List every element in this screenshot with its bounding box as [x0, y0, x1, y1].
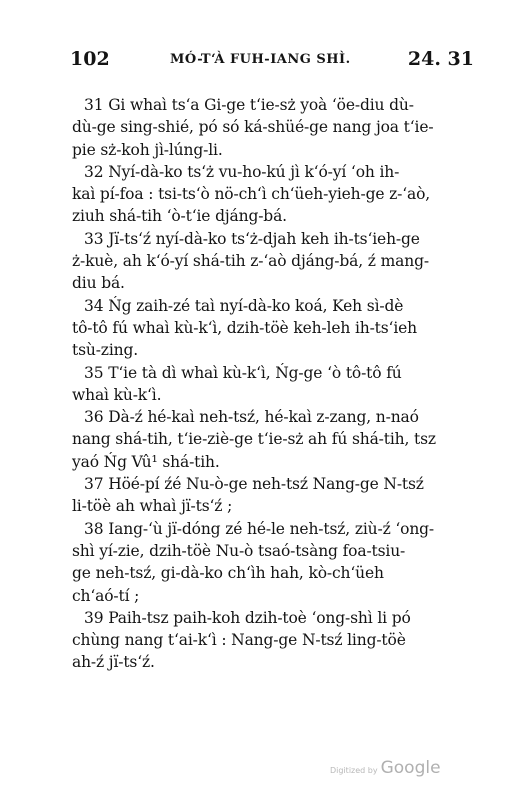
- text-line: 36 Dà-ź hé-kaì neh-tsź, hé-kaì z-zang, n-naó: [84, 408, 419, 427]
- digitized-label: Digitized by: [330, 766, 378, 775]
- text-line: 35 T‘ie tà dì whaì kù-k‘ì, Ńg-ge ‘ò tô-tô fú: [84, 363, 402, 382]
- text-line: 38 Iang-‘ù jï-dóng zé hé-le neh-tsź, ziù-ź ‘ong-: [84, 519, 435, 538]
- text-line: ge neh-tsź, gi-dà-ko ch‘ìh hah, kò-ch‘üeh: [72, 564, 384, 583]
- chapter-verse-reference: 24. 31: [407, 48, 474, 70]
- text-line: ch‘aó-tí ;: [72, 586, 140, 605]
- text-line: 31 Gi whaì ts‘a Gi-ge t‘ie-sż yoà ‘öe-diu dù-: [84, 96, 414, 114]
- text-line: dù-ge sing-shié, pó só ká-shüé-ge nang joa t‘ie-: [72, 118, 434, 137]
- text-line: ziuh shá-tih ‘ò-t‘ie djáng-bá.: [72, 207, 287, 226]
- page-number: 102: [70, 48, 110, 70]
- text-line: yaó Ńg Vû¹ shá-tih.: [72, 452, 220, 471]
- text-line: 39 Paih-tsz paih-koh dzih-toè ‘ong-shì li pó: [84, 608, 411, 627]
- text-line: pie sż-koh jì-lúng-li.: [72, 140, 223, 159]
- text-line: ż-kuè, ah k‘ó-yí shá-tih z-‘aò djáng-bá, ź mang-: [72, 252, 429, 271]
- text-line: 33 Jï-ts‘ź nyí-dà-ko ts‘ż-djah keh ih-ts‘ieh-ge: [84, 229, 420, 248]
- verse-text-block: [72, 94, 472, 674]
- text-line: diu bá.: [72, 274, 125, 293]
- text-line: kaì pí-foa : tsi-ts‘ò nö-ch‘ì ch‘üeh-yieh-ge z-‘aò,: [72, 185, 431, 204]
- google-logo-text: Google: [380, 758, 441, 778]
- text-line: nang shá-tih, t‘ie-ziè-ge t‘ie-sż ah fú shá-tih, tsz: [72, 430, 436, 449]
- page-header: [70, 48, 474, 78]
- text-line: tsù-zing.: [72, 341, 139, 360]
- text-line: li-töè ah whaì jï-ts‘ź ;: [72, 497, 233, 516]
- text-line: tô-tô fú whaì kù-k‘ì, dzih-töè keh-leh ih-ts‘ieh: [72, 318, 418, 337]
- text-line: whaì kù-k‘ì.: [72, 385, 162, 404]
- text-line: chùng nang t‘ai-k‘ì : Nang-ge N-tsź ling-töè: [72, 631, 406, 650]
- text-line: 37 Höé-pí źé Nu-ò-ge neh-tsź Nang-ge N-tsź: [84, 475, 424, 494]
- text-line: shì yí-zie, dzih-töè Nu-ò tsaó-tsàng foa-tsiu-: [72, 541, 406, 560]
- text-line: 34 Ńg zaih-zé taì nyí-dà-ko koá, Keh sì-dè: [84, 296, 404, 315]
- running-title: MÓ-T‘À FUH-IANG SHÌ.: [170, 52, 351, 67]
- text-line: ah-ź jï-ts‘ź.: [72, 653, 155, 672]
- text-line: 32 Nyí-dà-ko ts‘ż vu-ho-kú jì k‘ó-yí ‘oh ih-: [84, 162, 400, 181]
- digitized-by-watermark: [330, 758, 441, 778]
